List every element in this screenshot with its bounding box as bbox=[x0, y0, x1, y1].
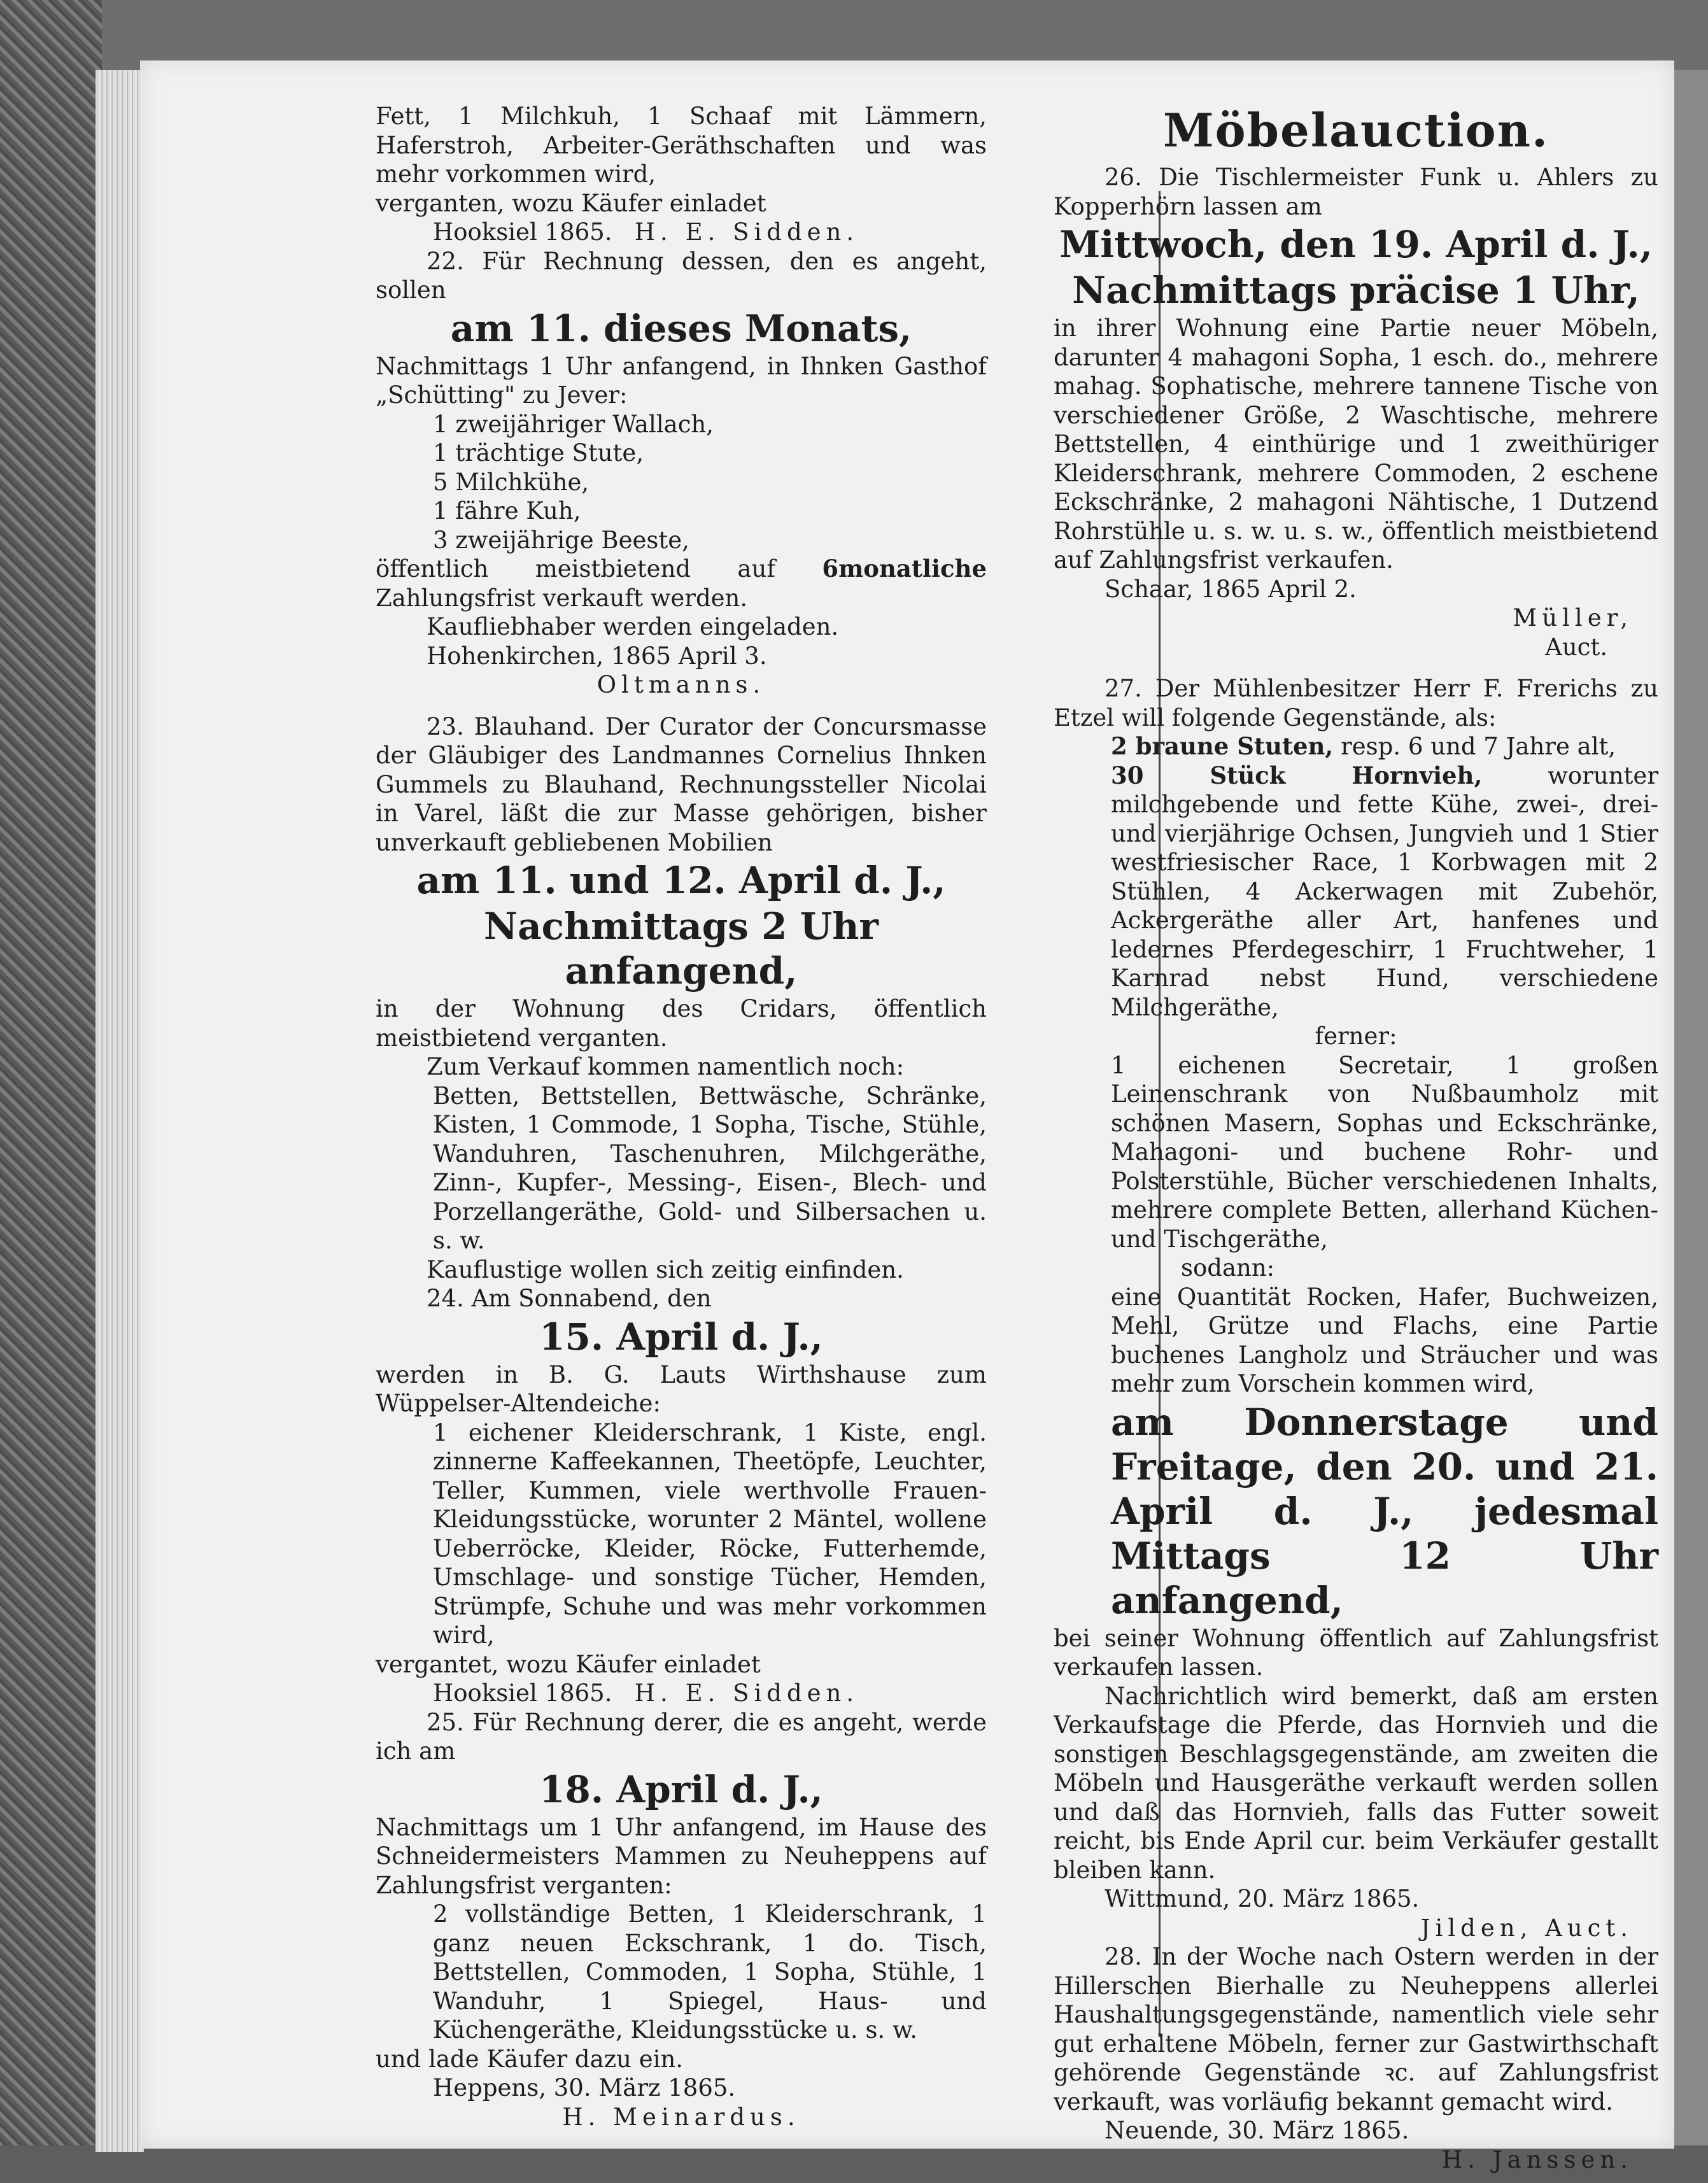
notice-26-time: Nachmittags präcise 1 Uhr, bbox=[1072, 269, 1640, 312]
notice-22-intro: 22. Für Rechnung dessen, den es angeht, sollen bbox=[376, 247, 987, 304]
notice-25-text2: und lade Käufer dazu ein. bbox=[376, 2045, 684, 2073]
notice-26-intro: 26. Die Tischlermeister Funk u. Ahlers zu Kopperhörn lassen am bbox=[1054, 164, 1658, 220]
signature: H. E. Sidden. bbox=[634, 218, 859, 246]
section-heading: Möbelauction. bbox=[1162, 103, 1549, 157]
notice-24-text2: vergantet, wozu Käufer einladet bbox=[376, 1650, 761, 1678]
list-item: 3 zweijährige Beeste, bbox=[433, 526, 689, 554]
notice-24-text: werden in B. G. Lauts Wirthshause zum Wüppelser-Altendeiche: bbox=[376, 1360, 987, 1417]
notice-25-date: 18. April d. J., bbox=[539, 1767, 823, 1811]
notice-26-signature: Müller, bbox=[1513, 604, 1633, 632]
notice-25-signature: H. Meinardus. bbox=[562, 2103, 800, 2131]
notice-24-intro: 24. Am Sonnabend, den bbox=[427, 1285, 712, 1312]
notice-25-items: 2 vollständige Betten, 1 Kleiderschrank, 1 ganz neuen Eckschrank, 1 do. Tisch, Bettstellen, Commoden, 1 Sopha, Stühle, 1 Wanduhr, 1 Spiegel, Haus- und Küchengeräthe, Kleidungsstücke u. s. w. bbox=[433, 1900, 987, 2044]
notice-24-items: 1 eichener Kleiderschrank, 1 Kiste, engl. zinnerne Kaffeekannen, Theetöpfe, Leuchter, Teller, Kummen, viele werthvolle Frauen-Kleidungsstücke, worunter 2 Mäntel, wollene Ueberröcke, Kleider, Röcke, Futterhemde, Umschlage- und sonstige Tücher, Hemden, Strümpfe, Schuhe und was mehr vorkommen wird, bbox=[433, 1418, 987, 1649]
notice-27-intro: 27. Der Mühlenbesitzer Herr F. Frerichs zu Etzel will folgende Gegenstände, als: bbox=[1054, 675, 1658, 731]
notice-27-sodann: sodann: bbox=[1181, 1254, 1275, 1282]
notice-23-text4: Kauflustige wollen sich zeitig einfinden. bbox=[427, 1255, 904, 1283]
notice-22-terms: öffentlich meistbietend auf 6monatliche Zahlungsfrist verkauft werden. bbox=[376, 555, 987, 612]
page-stack-edge bbox=[95, 70, 144, 2152]
continued-line: verganten, wozu Käufer einladet bbox=[376, 189, 766, 217]
notice-26-place: Schaar, 1865 April 2. bbox=[1105, 575, 1357, 603]
notice-27-furniture: 1 eichenen Secretair, 1 großen Leinenschrank von Nußbaumholz mit schönen Masern, Sophas und Eckschränke, Mahagoni- und buchene Rohr- und Polsterstühle, Bücher verschiedenen Inhalts, mehrere complete Betten, allerhand Küchen- und Tischgeräthe, bbox=[1111, 1051, 1658, 1253]
notice-26-title: Auct. bbox=[1545, 633, 1607, 661]
notice-28-text: 28. In der Woche nach Ostern werden in der Hillerschen Bierhalle zu Neuheppens allerlei Haushaltungsgegenstände, namentlich viele sehr gut erhaltene Möbeln, ferner zur Gastwirthschaft gehörende Gegenstände ꝛc. auf Zahlungsfrist verkauft, was vorläufig bekannt gemacht wird. bbox=[1054, 1943, 1658, 2116]
notice-27-goods: eine Quantität Rocken, Hafer, Buchweizen, Mehl, Grütze und Flachs, eine Partie buchenes Langholz und Sträucher und was mehr zum Vorschein kommen wird, bbox=[1111, 1283, 1658, 1397]
left-column bbox=[376, 102, 987, 2131]
notice-23-date: am 11. und 12. April d. J., bbox=[416, 859, 946, 902]
notice-24-place: Hooksiel 1865. H. E. Sidden. bbox=[433, 1679, 859, 1707]
notice-22-date: am 11. dieses Monats, bbox=[450, 306, 912, 350]
notice-23-text: 23. Blauhand. Der Curator der Concursmasse der Gläubiger des Landmannes Cornelius Ihnken Gummels zu Blauhand, Rechnungssteller Nicolai in Varel, läßt die zur Masse gehörigen, bisher unverkauft gebliebenen Mobilien bbox=[376, 712, 987, 856]
notice-26-text: in ihrer Wohnung eine Partie neuer Möbeln, darunter 4 mahagoni Sopha, 1 esch. do., mehrere mahag. Sophatische, mehrere tannene Tische von verschiedener Größe, 2 Waschtische, mehrere Bettstellen, 4 einthürige und 1 zweithüriger Kleiderschrank, mehrere Commoden, 2 eschene Eckschränke, 2 mahagoni Nähtische, 1 Dutzend Rohrstühle u. s. w. u. s. w., öffentlich meistbietend auf Zahlungsfrist verkaufen. bbox=[1054, 314, 1658, 574]
notice-27-note: Nachrichtlich wird bemerkt, daß am ersten Verkaufstage die Pferde, das Hornvieh und die sonstigen Beschlagsgegenstände, am zweiten die Möbeln und Hausgeräthe verkauft werden sollen und daß das Hornvieh, falls das Futter soweit reicht, bis Ende April cur. beim Verkäufer gestallt bleiben kann. bbox=[1054, 1682, 1658, 1884]
notice-27-ferner: ferner: bbox=[1315, 1022, 1397, 1050]
notice-22-place: Hohenkirchen, 1865 April 3. bbox=[427, 642, 767, 670]
notice-22-text: Nachmittags 1 Uhr anfangend, in Ihnken Gasthof „Schütting" zu Jever: bbox=[376, 352, 987, 409]
notice-25-text: Nachmittags um 1 Uhr anfangend, im Hause des Schneidermeisters Mammen zu Neuheppens auf Zahlungsfrist verganten: bbox=[376, 1813, 987, 1899]
scan-background-left bbox=[0, 0, 102, 2183]
list-item: 1 zweijähriger Wallach, bbox=[433, 410, 714, 438]
notice-27-horses: 2 braune Stuten, resp. 6 und 7 Jahre alt, bbox=[1111, 732, 1616, 760]
notice-27-date: am Donnerstage und Freitage, den 20. und 21. April d. J., jedesmal Mittags 12 Uhr anfangend, bbox=[1111, 1400, 1658, 1622]
list-item: 1 trächtige Stute, bbox=[433, 439, 644, 467]
notice-27-text: bei seiner Wohnung öffentlich auf Zahlungsfrist verkaufen lassen. bbox=[1054, 1624, 1658, 1681]
notice-25-place: Heppens, 30. März 1865. bbox=[433, 2074, 736, 2102]
notice-22-items bbox=[376, 410, 987, 555]
notice-27-place: Wittmund, 20. März 1865. bbox=[1105, 1885, 1420, 1912]
notice-23-items: Betten, Bettstellen, Bettwäsche, Schränke, Kisten, 1 Commode, 1 Sopha, Tische, Stühle, Wanduhren, Taschenuhren, Milchgeräthe, Zinn-, Kupfer-, Messing-, Eisen-, Blech- und Porzellangeräthe, Gold- und Silbersachen u. s. w. bbox=[433, 1082, 987, 1254]
right-column bbox=[1054, 102, 1658, 2174]
list-item: 1 fähre Kuh, bbox=[433, 497, 581, 525]
list-item: 5 Milchkühe, bbox=[433, 468, 589, 496]
notice-25-intro: 25. Für Rechnung derer, die es angeht, werde ich am bbox=[376, 1708, 987, 1765]
place-date: Hooksiel 1865. H. E. Sidden. bbox=[433, 218, 859, 246]
notice-23-text3: Zum Verkauf kommen namentlich noch: bbox=[427, 1053, 905, 1080]
notice-28-signature: H. Janssen. bbox=[1442, 2145, 1633, 2173]
notice-26-date: Mittwoch, den 19. April d. J., bbox=[1059, 223, 1653, 266]
notice-23-time: Nachmittags 2 Uhr anfangend, bbox=[484, 905, 879, 993]
notice-27-cattle: 30 Stück Hornvieh, worunter milchgebende und fette Kühe, zwei-, drei- und vierjährige Ochsen, Jungvieh und 1 Stier westfriesischer Race, 1 Korbwagen mit 2 Stühlen, 4 Ackerwagen mit Zubehör, Ackergeräthe aller Art, hanfenes und ledernes Pferdegeschirr, 1 Fruchtweher, 1 Karnrad nebst Hund, verschiedene Milchgeräthe, bbox=[1111, 761, 1659, 1021]
notice-22-signature: Oltmanns. bbox=[596, 671, 766, 698]
notice-28-place: Neuende, 30. März 1865. bbox=[1105, 2117, 1409, 2144]
scan-background-top bbox=[0, 0, 1708, 70]
notice-27-signature: Jilden, Auct. bbox=[1420, 1914, 1633, 1942]
continued-text: Fett, 1 Milchkuh, 1 Schaaf mit Lämmern, Haferstroh, Arbeiter-Geräthschaften und was mehr vorkommen wird, bbox=[376, 102, 987, 188]
notice-22-invite: Kaufliebhaber werden eingeladen. bbox=[427, 613, 839, 640]
notice-23-text2: in der Wohnung des Cridars, öffentlich meistbietend verganten. bbox=[376, 995, 987, 1052]
notice-24-date: 15. April d. J., bbox=[539, 1315, 823, 1359]
